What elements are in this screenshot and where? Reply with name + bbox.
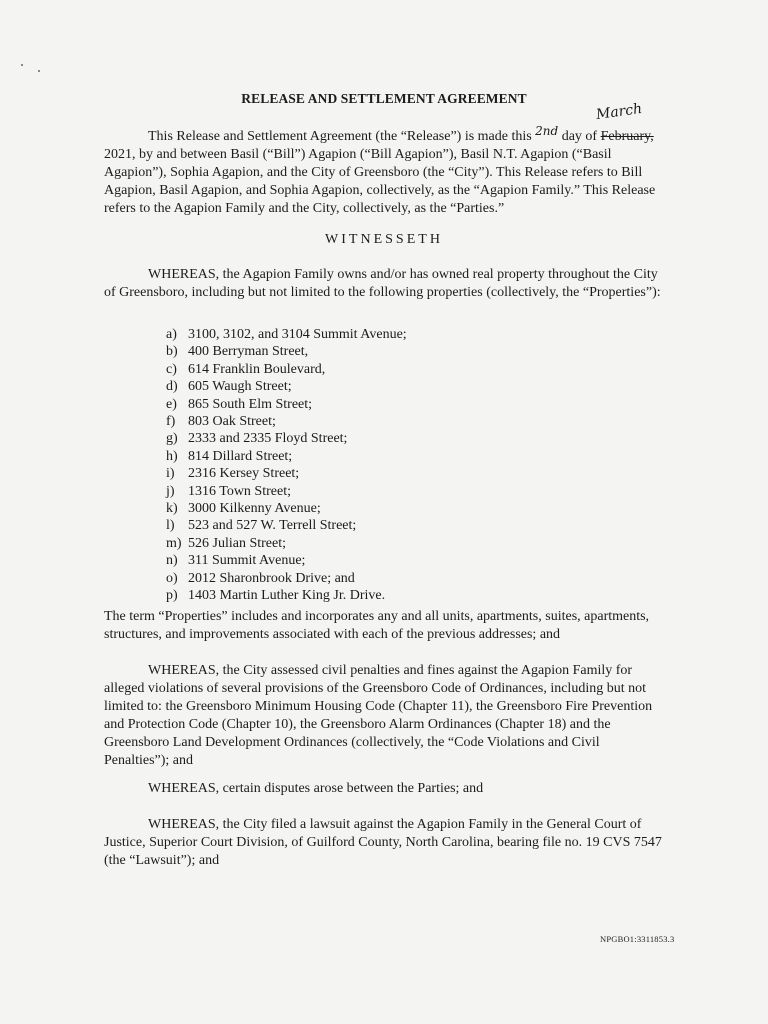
document-title: RELEASE AND SETTLEMENT AGREEMENT [241, 91, 527, 106]
list-item: a) 3100, 3102, and 3104 Summit Avenue; [166, 327, 407, 342]
list-item: f) 803 Oak Street; [166, 414, 276, 430]
list-item: g) 2333 and 2335 Floyd Street; [166, 431, 348, 447]
intro-after-day: day of [561, 129, 598, 144]
list-item: d) 605 Waugh Street; [166, 379, 292, 395]
scan-speck [38, 70, 40, 72]
scan-speck [21, 64, 23, 66]
list-item: h) 814 Dillard Street; [166, 448, 293, 464]
list-item: p) 1403 Martin Luther King Jr. Drive. [166, 588, 386, 604]
intro-paragraph [104, 124, 666, 218]
intro-before-day: This Release and Settlement Agreement (the “Release”) is made this [148, 129, 532, 144]
document-footer-code: NPGBO1:3311853.3 [600, 934, 675, 944]
witnesseth-heading: WITNESSETH [325, 232, 443, 247]
list-item: m) 526 Julian Street; [166, 535, 286, 551]
list-item: c) 614 Franklin Boulevard, [166, 361, 326, 377]
whereas-ownership-text: WHEREAS, the Agapion Family owns and/or has owned real property throughout the City of Greensboro, including but not limited to the following properties (collectively, the “Properties”): [104, 267, 661, 300]
list-item: b) 400 Berryman Street, [166, 344, 309, 360]
whereas-ownership [104, 266, 666, 302]
list-item: k) 3000 Kilkenny Avenue; [166, 501, 321, 517]
handwritten-day: 2nd [535, 124, 559, 138]
struck-month: February, [600, 129, 654, 144]
whereas-disputes [104, 780, 666, 798]
list-item: l) 523 and 527 W. Terrell Street; [166, 518, 357, 534]
whereas-lawsuit-text: WHEREAS, the City filed a lawsuit against the Agapion Family in the General Court of Justice, Superior Court Division, of Guilford County, North Carolina, bearing file no. 19 CVS 7547 (the “Lawsuit”); and [104, 817, 662, 868]
whereas-penalties-text: WHEREAS, the City assessed civil penalties and fines against the Agapion Family for alleged violations of several provisions of the Greensboro Code of Ordinances, including but not limited to: the Greensboro Minimum Housing Code (Chapter 11), the Greensboro Fire Prevention and Protection Code (Chapter 10), the Greensboro Alarm Ordinances (Chapter 18) and the Greensboro Land Development Ordinances (collectively, the “Code Violations and Civil Penalties”); and [104, 663, 653, 768]
list-item: n) 311 Summit Avenue; [166, 553, 306, 569]
list-item: e) 865 South Elm Street; [166, 396, 313, 412]
intro-rest: 2021, by and between Basil (“Bill”) Agapion (“Bill Agapion”), Basil N.T. Agapion (“Basil Agapion”), Sophia Agapion, and the City of Greensboro (the “City”). This Release refers to Bill Agapion, Basil Agapion, and Sophia Agapion, collectively, as the “Agapion Family.” This Release refers to the Agapion Family and the City, collectively, as the “Parties.” [104, 147, 656, 216]
list-item: j) 1316 Town Street; [166, 483, 291, 499]
list-item: o) 2012 Sharonbrook Drive; and [166, 570, 355, 586]
whereas-penalties [104, 662, 666, 770]
handwritten-month: March [595, 100, 644, 124]
whereas-lawsuit [104, 816, 666, 870]
list-item: i) 2316 Kersey Street; [166, 466, 300, 482]
whereas-disputes-text: WHEREAS, certain disputes arose between the Parties; and [148, 781, 484, 796]
properties-list [166, 326, 407, 605]
properties-term-paragraph: The term “Properties” includes and incorporates any and all units, apartments, suites, apartments, structures, and improvements associated with each of the previous addresses; and [104, 609, 650, 642]
